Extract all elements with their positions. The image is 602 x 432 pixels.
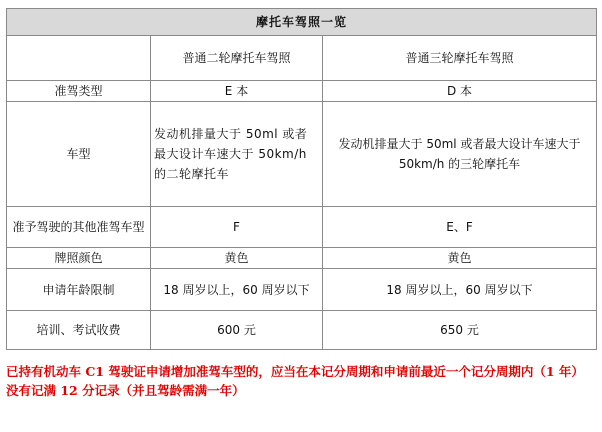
column-header-three-wheel: 普通三轮摩托车驾照: [323, 36, 597, 81]
cell-two-wheel-fees: 600 元: [151, 311, 323, 350]
table-header-row: [7, 36, 597, 81]
table-row: [7, 81, 597, 102]
row-label-license-class: 准驾类型: [7, 81, 151, 102]
cell-three-wheel-vehicle-type: 发动机排量大于 50ml 或者最大设计车速大于 50km/h 的三轮摩托车: [323, 102, 597, 207]
table-title: 摩托车驾照一览: [7, 9, 597, 36]
row-label-other-classes: 准予驾驶的其他准驾车型: [7, 207, 151, 248]
cell-three-wheel-fees: 650 元: [323, 311, 597, 350]
row-label-fees: 培训、考试收费: [7, 311, 151, 350]
table-row: [7, 269, 597, 311]
motorcycle-license-table: [6, 8, 597, 350]
table-row: [7, 102, 597, 207]
cell-three-wheel-other-classes: E、F: [323, 207, 597, 248]
cell-three-wheel-license-class: D 本: [323, 81, 597, 102]
column-header-two-wheel: 普通二轮摩托车驾照: [151, 36, 323, 81]
row-label-plate-color: 牌照颜色: [7, 248, 151, 269]
row-label-age-limit: 申请年龄限制: [7, 269, 151, 311]
cell-two-wheel-vehicle-type: 发动机排量大于 50ml 或者最大设计车速大于 50km/h 的二轮摩托车: [151, 102, 323, 207]
cell-two-wheel-plate-color: 黄色: [151, 248, 323, 269]
table-row: [7, 311, 597, 350]
table-title-row: [7, 9, 597, 36]
row-label-vehicle-type: 车型: [7, 102, 151, 207]
cell-two-wheel-other-classes: F: [151, 207, 323, 248]
table-row: [7, 207, 597, 248]
header-empty-cell: [7, 36, 151, 81]
cell-three-wheel-age-limit: 18 周岁以上，60 周岁以下: [323, 269, 597, 311]
cell-two-wheel-age-limit: 18 周岁以上，60 周岁以下: [151, 269, 323, 311]
table-row: [7, 248, 597, 269]
cell-three-wheel-plate-color: 黄色: [323, 248, 597, 269]
c1-upgrade-note: 已持有机动车 C1 驾驶证申请增加准驾车型的，应当在本记分周期和申请前最近一个记分周期内（1 年）没有记满 12 分记录（并且驾龄需满一年）: [6, 364, 584, 398]
cell-two-wheel-license-class: E 本: [151, 81, 323, 102]
